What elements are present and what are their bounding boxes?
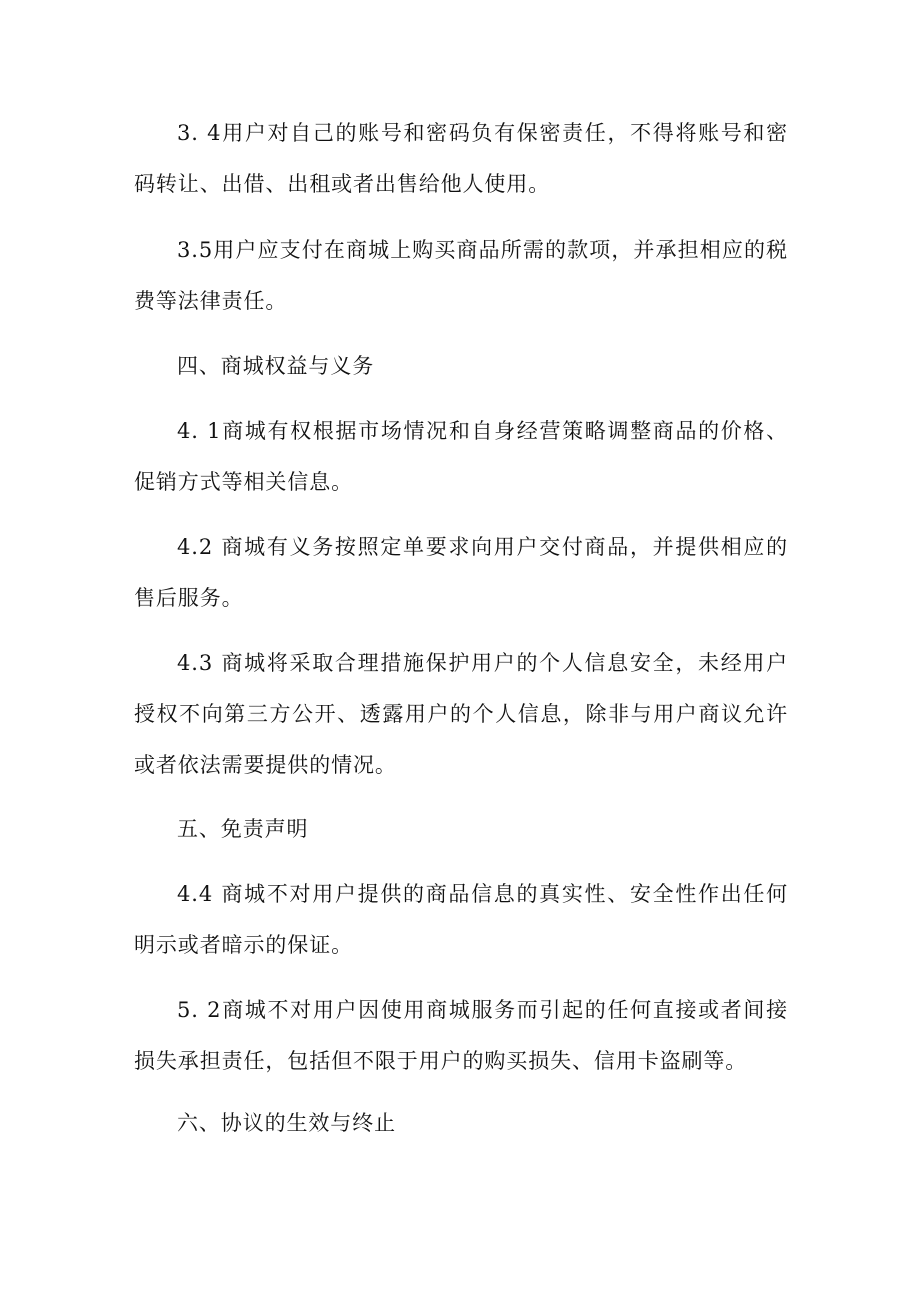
- clause-3-4: 3. 4用户对自己的账号和密码负有保密责任，不得将账号和密码转让、出借、出租或者出售给他人使用。: [134, 121, 788, 196]
- clause-4-1: 4. 1商城有权根据市场情况和自身经营策略调整商品的价格、促销方式等相关信息。: [134, 419, 788, 494]
- section-heading-6: 六、协议的生效与终止: [177, 1111, 396, 1135]
- clause-4-4: 4.4 商城不对用户提供的商品信息的真实性、安全性作出任何明示或者暗示的保证。: [134, 882, 788, 957]
- clause-5-2: 5. 2商城不对用户因使用商城服务而引起的任何直接或者间接损失承担责任，包括但不限于用户的购买损失、信用卡盗刷等。: [134, 998, 788, 1073]
- clause-3-5: 3.5用户应支付在商城上购买商品所需的款项，并承担相应的税费等法律责任。: [134, 238, 788, 313]
- clause-4-2: 4.2 商城有义务按照定单要求向用户交付商品，并提供相应的售后服务。: [134, 535, 788, 610]
- section-heading-5: 五、免责声明: [177, 817, 309, 841]
- section-heading-4: 四、商城权益与义务: [177, 354, 375, 378]
- clause-4-3: 4.3 商城将采取合理措施保护用户的个人信息安全，未经用户授权不向第三方公开、透露用户的个人信息，除非与用户商议允许或者依法需要提供的情况。: [134, 651, 788, 777]
